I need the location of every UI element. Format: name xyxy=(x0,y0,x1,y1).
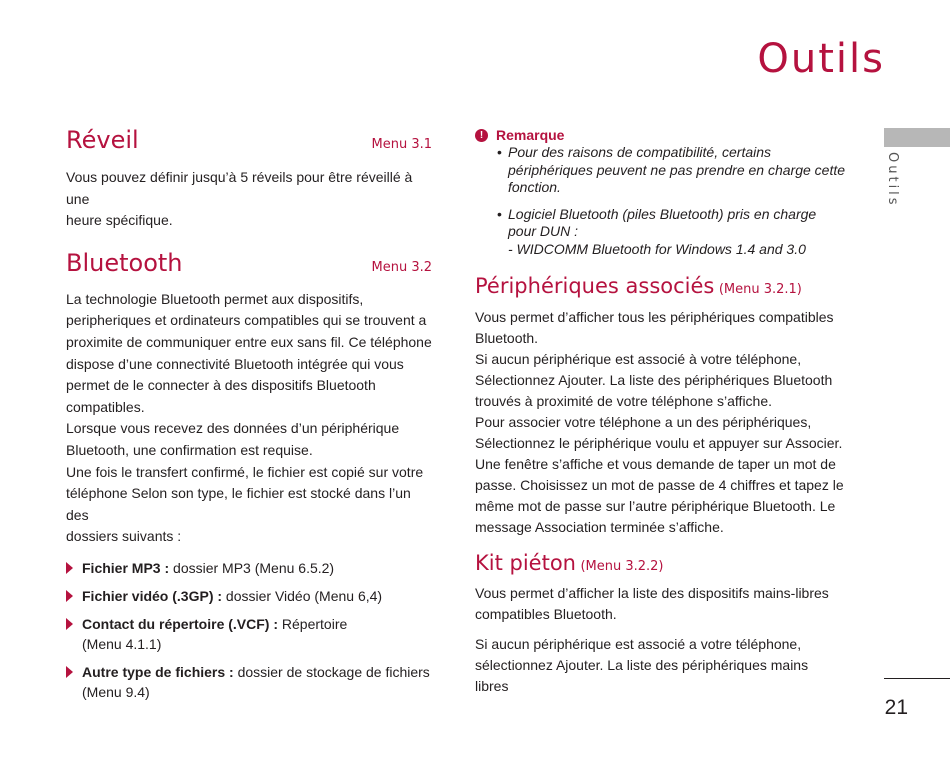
note-title: Remarque xyxy=(496,127,565,143)
list-item-text: dossier de stockage de fichiers (Menu 9.4) xyxy=(82,663,430,700)
kit-text-2: Si aucun périphérique est associé a votre téléphone, sélectionnez Ajouter. La liste des périphériques mains libres xyxy=(475,636,809,694)
list-item-label: Fichier MP3 : xyxy=(82,559,170,576)
kit-menu-ref: (Menu 3.2.2) xyxy=(580,559,664,574)
bluetooth-heading xyxy=(66,249,432,277)
list-item-label: Contact du répertoire (.VCF) : xyxy=(82,615,279,632)
peripheriques-text: Vous permet d’afficher tous les périphériques compatibles Bluetooth. Si aucun périphérique est associé à votre téléphone, Sélectionnez Ajouter. La liste des périphériques Bluetooth trouvés à proximité de votre téléphone s’affiche. Pour associer votre téléphone a un des périphériques, Sélectionnez le périphérique voulu et appuyer sur Associer. Une fenêtre s’affiche et vous demande de taper un mot de passe. Choisissez un mot de passe de 4 chiffres et tapez le même mot de passe sur l’autre périphérique Bluetooth. Le message Association terminée s’affiche. xyxy=(475,309,844,535)
footer-rule xyxy=(884,678,950,679)
peripheriques-title: Périphériques associés xyxy=(475,274,715,298)
list-item-label: Autre type de fichiers : xyxy=(82,663,234,680)
peripheriques-heading xyxy=(475,274,845,298)
kit-text-1: Vous permet d’afficher la liste des dispositifs mains-libres compatibles Bluetooth. xyxy=(475,585,829,622)
list-item xyxy=(66,586,432,606)
triangle-bullet-icon xyxy=(66,618,73,630)
bullet-dot-icon: • xyxy=(497,205,502,222)
list-item-label: Fichier vidéo (.3GP) : xyxy=(82,587,223,604)
bluetooth-text: La technologie Bluetooth permet aux dispositifs, peripheriques et ordinateurs compatibles qui se trouvent a proximite de communiquer entre eux sans fil. Ce téléphone dispose d’une connectivité Bluetooth intégrée qui vous permet de le connecter à des dispositifs Bluetooth compatibles. Lorsque vous recevez des données d’un périphérique Bluetooth, une confirmation est requise. Une fois le transfert confirmé, le fichier est copié sur votre téléphone Selon son type, le fichier est stocké dans l’un des dossiers suivants : xyxy=(66,290,432,545)
left-column xyxy=(66,126,432,702)
side-tab-marker xyxy=(884,128,950,147)
bluetooth-title: Bluetooth xyxy=(66,248,183,277)
triangle-bullet-icon xyxy=(66,666,73,678)
right-column xyxy=(475,127,845,697)
triangle-bullet-icon xyxy=(66,562,73,574)
warning-icon: ! xyxy=(475,129,488,142)
peripheriques-menu-ref: (Menu 3.2.1) xyxy=(718,282,802,297)
bluetooth-menu-ref: Menu 3.2 xyxy=(371,259,432,275)
reveil-text: Vous pouvez définir jusqu’à 5 réveils pour être réveillé à une heure spécifique. xyxy=(66,169,413,229)
kit-heading xyxy=(475,551,845,575)
reveil-menu-ref: Menu 3.1 xyxy=(371,137,432,152)
list-item-text: dossier Vidéo (Menu 6,4) xyxy=(222,587,383,604)
list-item xyxy=(66,558,432,578)
note-item xyxy=(497,144,845,197)
kit-title: Kit piéton xyxy=(475,551,576,575)
side-tab-label: Outils xyxy=(885,152,900,208)
page-number: 21 xyxy=(884,696,908,719)
note-item-text: Logiciel Bluetooth (piles Bluetooth) pris en charge pour DUN : - WIDCOMM Bluetooth for Windows 1.4 and 3.0 xyxy=(508,205,817,257)
bullet-dot-icon: • xyxy=(497,144,502,160)
page-title: Outils xyxy=(757,36,885,82)
list-item xyxy=(66,614,432,654)
reveil-heading xyxy=(66,126,432,154)
list-item xyxy=(66,662,432,702)
reveil-title: Réveil xyxy=(66,126,139,154)
note-item-text: Pour des raisons de compatibilité, certains périphériques peuvent ne pas prendre en charge cette fonction. xyxy=(508,144,846,195)
note-heading xyxy=(475,127,845,143)
list-item-text: dossier MP3 (Menu 6.5.2) xyxy=(169,559,335,576)
list-item-text: Répertoire (Menu 4.1.1) xyxy=(82,615,348,652)
triangle-bullet-icon xyxy=(66,590,73,602)
note-item xyxy=(497,206,845,259)
